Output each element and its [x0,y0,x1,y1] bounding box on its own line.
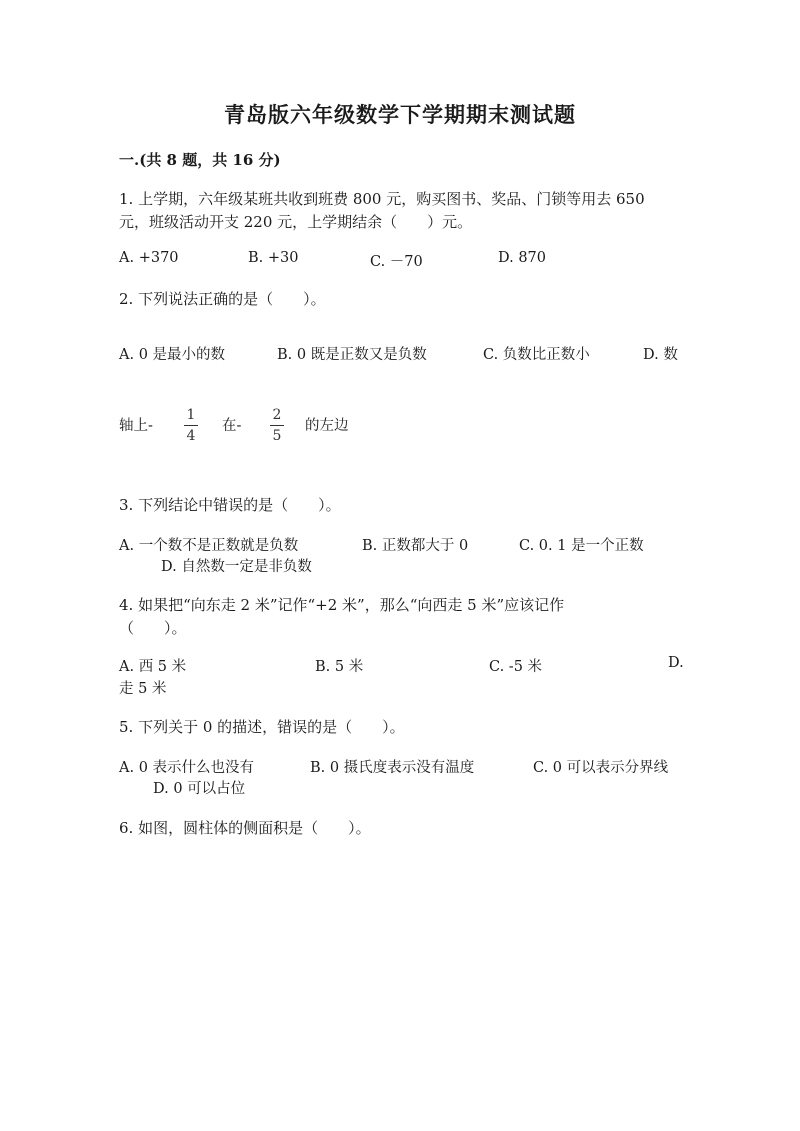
question-2-option-d-mid: 在- [222,418,242,434]
question-4-option-c: C. -5 米 [489,659,543,675]
fraction-numerator: 1 [186,407,196,423]
question-1-option-b: B. +30 [248,250,299,266]
question-3-option-c: C. 0. 1 是一个正数 [519,538,644,554]
question-2-option-c: C. 负数比正数小 [483,347,590,363]
fraction-bar [184,425,198,426]
question-1-option-d: D. 870 [498,250,547,266]
question-1-option-a: A. +370 [119,250,179,266]
question-2-option-d: D. 数 [643,347,678,363]
fraction-denominator: 4 [186,428,196,444]
question-5-option-d: D. 0 可以占位 [153,781,246,797]
question-4-option-d-cont: 走 5 米 [119,681,167,697]
question-3-option-d: D. 自然数一定是非负数 [161,559,312,575]
question-4-option-b: B. 5 米 [315,659,364,675]
question-4-stem-line-1: 4. 如果把“向东走 2 米”记作“+2 米”，那么“向西走 5 米”应该记作 [119,596,565,614]
fraction-denominator: 5 [272,428,282,444]
question-2-option-a: A. 0 是最小的数 [119,347,226,363]
question-6-stem: 6. 如图，圆柱体的侧面积是（ ）。 [119,819,371,837]
question-3-stem: 3. 下列结论中错误的是（ ）。 [119,496,341,514]
question-4-option-a: A. 西 5 米 [119,659,187,675]
fraction-one-quarter [184,407,198,444]
question-2-option-d-suffix: 的左边 [305,418,349,434]
question-1-stem-line-2: 元，班级活动开支 220 元，上学期结余（ ）元。 [119,213,473,231]
question-1-stem-line-1: 1. 上学期，六年级某班共收到班费 800 元，购买图书、奖品、门锁等用去 650 [119,190,645,208]
question-2-option-d-prefix: 轴上- [119,418,153,434]
question-5-option-c: C. 0 可以表示分界线 [533,760,669,776]
fraction-bar [270,425,284,426]
question-4-stem-line-2: （ ）。 [119,619,187,637]
question-5-stem: 5. 下列关于 0 的描述，错误的是（ ）。 [119,718,405,736]
question-3-option-a: A. 一个数不是正数就是负数 [119,538,299,554]
question-5-option-b: B. 0 摄氏度表示没有温度 [310,760,475,776]
question-5-option-a: A. 0 表示什么也没有 [119,760,255,776]
fraction-numerator: 2 [272,407,282,423]
question-2-option-b: B. 0 既是正数又是负数 [277,347,427,363]
question-3-option-b: B. 正数都大于 0 [362,538,469,554]
question-1-option-c: C. －70 [370,254,423,270]
question-2-stem: 2. 下列说法正确的是（ ）。 [119,290,326,308]
page-title: 青岛版六年级数学下学期期末测试题 [224,102,576,127]
fraction-two-fifths [270,407,284,444]
section-heading: 一.(共 8 题，共 16 分) [119,151,281,169]
question-4-option-d: D. [668,655,684,671]
